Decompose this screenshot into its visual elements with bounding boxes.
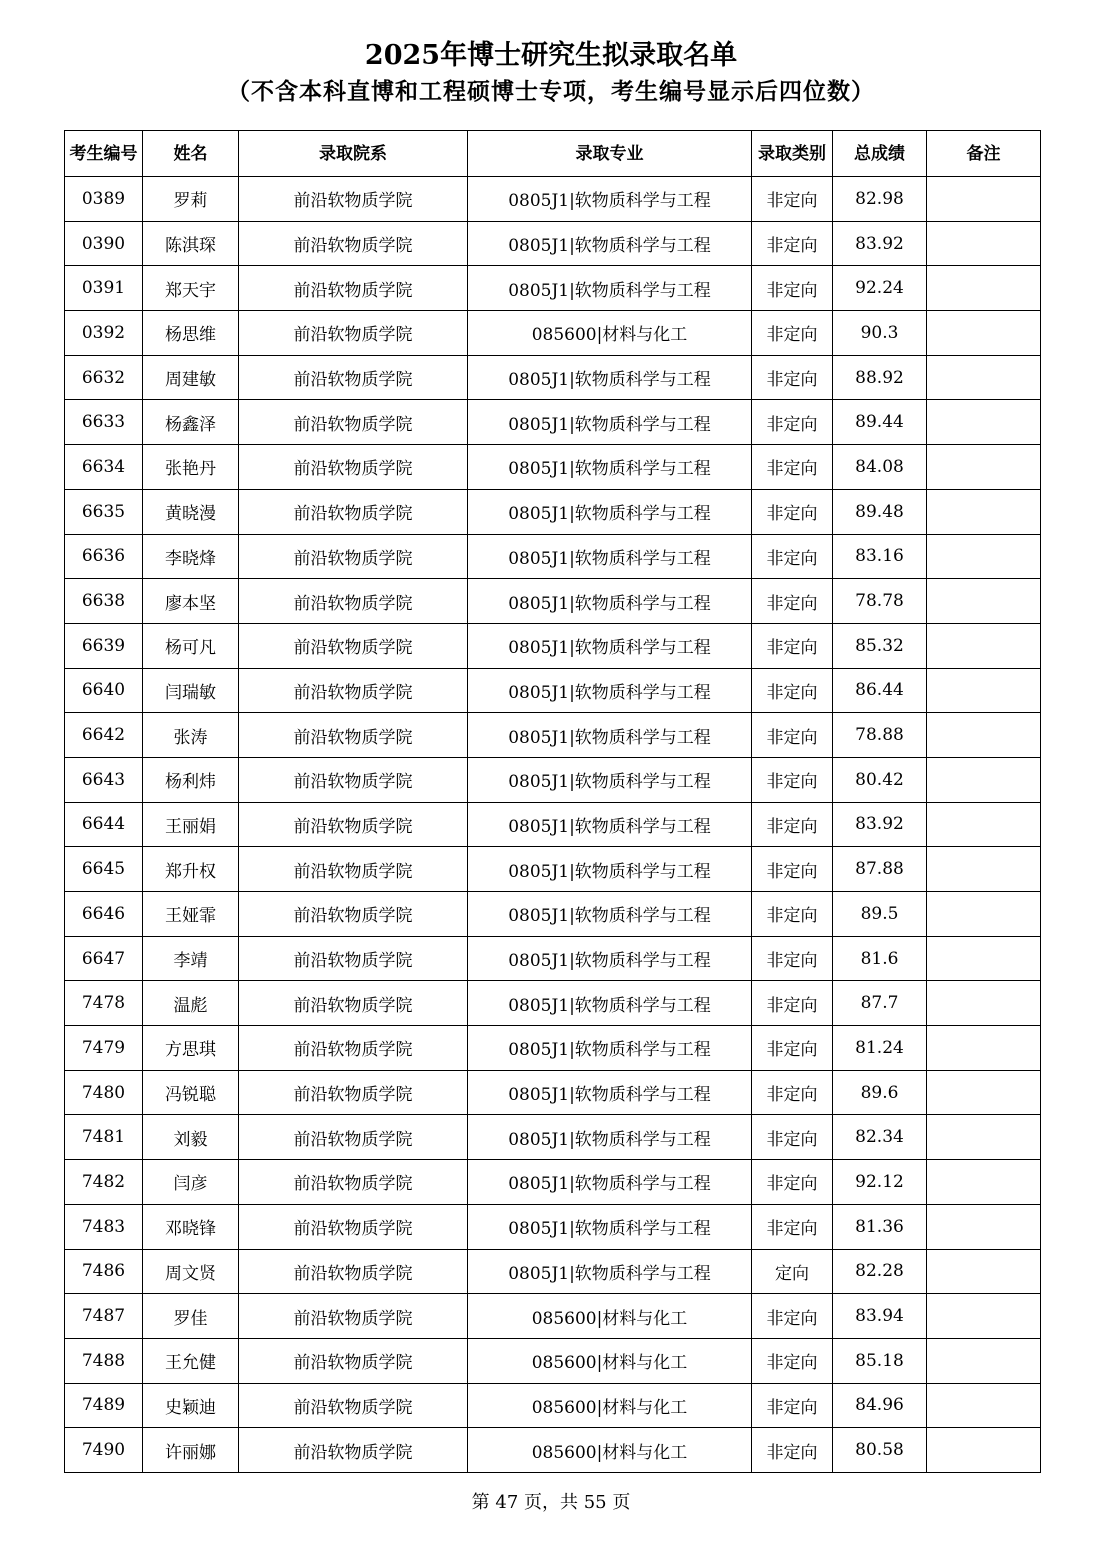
table-row bbox=[65, 445, 1041, 490]
col-header-department: 录取院系 bbox=[239, 131, 468, 177]
major-cell: 0805J1|软物质科学与工程 bbox=[468, 668, 752, 713]
department-cell: 前沿软物质学院 bbox=[239, 713, 468, 758]
remarks-cell bbox=[927, 1204, 1041, 1249]
page-subtitle: （不含本科直博和工程硕博士专项，考生编号显示后四位数） bbox=[227, 79, 875, 105]
category-cell: 非定向 bbox=[752, 757, 833, 802]
remarks-cell bbox=[927, 892, 1041, 937]
table-row bbox=[65, 489, 1041, 534]
table-row bbox=[65, 981, 1041, 1026]
major-cell: 0805J1|软物质科学与工程 bbox=[468, 802, 752, 847]
remarks-cell bbox=[927, 713, 1041, 758]
col-header-name: 姓名 bbox=[143, 131, 239, 177]
department-cell: 前沿软物质学院 bbox=[239, 936, 468, 981]
department-cell: 前沿软物质学院 bbox=[239, 311, 468, 356]
total-score-cell: 92.24 bbox=[833, 266, 927, 311]
major-cell: 0805J1|软物质科学与工程 bbox=[468, 489, 752, 534]
candidate-id-cell: 6636 bbox=[65, 534, 143, 579]
total-score-cell: 83.92 bbox=[833, 802, 927, 847]
name-cell: 刘毅 bbox=[143, 1115, 239, 1160]
name-cell: 郑升权 bbox=[143, 847, 239, 892]
total-score-cell: 78.78 bbox=[833, 579, 927, 624]
col-header-remarks: 备注 bbox=[927, 131, 1041, 177]
category-cell: 非定向 bbox=[752, 534, 833, 579]
name-cell: 邓晓锋 bbox=[143, 1204, 239, 1249]
remarks-cell bbox=[927, 757, 1041, 802]
department-cell: 前沿软物质学院 bbox=[239, 266, 468, 311]
name-cell: 周建敏 bbox=[143, 355, 239, 400]
remarks-cell bbox=[927, 1428, 1041, 1473]
name-cell: 罗莉 bbox=[143, 177, 239, 222]
table-body bbox=[65, 177, 1041, 1473]
total-score-cell: 83.94 bbox=[833, 1294, 927, 1339]
name-cell: 杨利炜 bbox=[143, 757, 239, 802]
category-cell: 非定向 bbox=[752, 311, 833, 356]
major-cell: 0805J1|软物质科学与工程 bbox=[468, 623, 752, 668]
category-cell: 非定向 bbox=[752, 1115, 833, 1160]
candidate-id-cell: 6639 bbox=[65, 623, 143, 668]
remarks-cell bbox=[927, 1026, 1041, 1071]
department-cell: 前沿软物质学院 bbox=[239, 1160, 468, 1205]
total-score-cell: 89.6 bbox=[833, 1070, 927, 1115]
category-cell: 非定向 bbox=[752, 936, 833, 981]
remarks-cell bbox=[927, 1070, 1041, 1115]
name-cell: 史颖迪 bbox=[143, 1383, 239, 1428]
total-score-cell: 82.28 bbox=[833, 1249, 927, 1294]
col-header-major: 录取专业 bbox=[468, 131, 752, 177]
remarks-cell bbox=[927, 489, 1041, 534]
col-header-candidate-id: 考生编号 bbox=[65, 131, 143, 177]
category-cell: 非定向 bbox=[752, 177, 833, 222]
major-cell: 0805J1|软物质科学与工程 bbox=[468, 757, 752, 802]
department-cell: 前沿软物质学院 bbox=[239, 534, 468, 579]
candidate-id-cell: 7483 bbox=[65, 1204, 143, 1249]
name-cell: 杨思维 bbox=[143, 311, 239, 356]
department-cell: 前沿软物质学院 bbox=[239, 400, 468, 445]
category-cell: 非定向 bbox=[752, 221, 833, 266]
table-row bbox=[65, 311, 1041, 356]
candidate-id-cell: 0389 bbox=[65, 177, 143, 222]
department-cell: 前沿软物质学院 bbox=[239, 1383, 468, 1428]
candidate-id-cell: 6643 bbox=[65, 757, 143, 802]
table-row bbox=[65, 892, 1041, 937]
total-score-cell: 80.42 bbox=[833, 757, 927, 802]
category-cell: 非定向 bbox=[752, 1070, 833, 1115]
department-cell: 前沿软物质学院 bbox=[239, 1428, 468, 1473]
major-cell: 0805J1|软物质科学与工程 bbox=[468, 936, 752, 981]
major-cell: 0805J1|软物质科学与工程 bbox=[468, 534, 752, 579]
candidate-id-cell: 0392 bbox=[65, 311, 143, 356]
candidate-id-cell: 6632 bbox=[65, 355, 143, 400]
category-cell: 非定向 bbox=[752, 1160, 833, 1205]
major-cell: 0805J1|软物质科学与工程 bbox=[468, 1160, 752, 1205]
col-header-total-score: 总成绩 bbox=[833, 131, 927, 177]
department-cell: 前沿软物质学院 bbox=[239, 177, 468, 222]
table-row bbox=[65, 1338, 1041, 1383]
department-cell: 前沿软物质学院 bbox=[239, 847, 468, 892]
total-score-cell: 80.58 bbox=[833, 1428, 927, 1473]
name-cell: 王娅霏 bbox=[143, 892, 239, 937]
name-cell: 张涛 bbox=[143, 713, 239, 758]
candidate-id-cell: 6645 bbox=[65, 847, 143, 892]
department-cell: 前沿软物质学院 bbox=[239, 489, 468, 534]
category-cell: 非定向 bbox=[752, 1338, 833, 1383]
category-cell: 定向 bbox=[752, 1249, 833, 1294]
department-cell: 前沿软物质学院 bbox=[239, 668, 468, 713]
table-row bbox=[65, 1428, 1041, 1473]
total-score-cell: 89.44 bbox=[833, 400, 927, 445]
candidate-id-cell: 0390 bbox=[65, 221, 143, 266]
major-cell: 0805J1|软物质科学与工程 bbox=[468, 177, 752, 222]
candidate-id-cell: 7487 bbox=[65, 1294, 143, 1339]
candidate-id-cell: 6646 bbox=[65, 892, 143, 937]
table-row bbox=[65, 266, 1041, 311]
category-cell: 非定向 bbox=[752, 355, 833, 400]
table-row bbox=[65, 579, 1041, 624]
table-row bbox=[65, 757, 1041, 802]
major-cell: 0805J1|软物质科学与工程 bbox=[468, 847, 752, 892]
category-cell: 非定向 bbox=[752, 489, 833, 534]
name-cell: 郑天宇 bbox=[143, 266, 239, 311]
candidate-id-cell: 6635 bbox=[65, 489, 143, 534]
department-cell: 前沿软物质学院 bbox=[239, 1249, 468, 1294]
category-cell: 非定向 bbox=[752, 892, 833, 937]
department-cell: 前沿软物质学院 bbox=[239, 1115, 468, 1160]
major-cell: 0805J1|软物质科学与工程 bbox=[468, 400, 752, 445]
remarks-cell bbox=[927, 1160, 1041, 1205]
table-row bbox=[65, 1204, 1041, 1249]
total-score-cell: 83.92 bbox=[833, 221, 927, 266]
major-cell: 0805J1|软物质科学与工程 bbox=[468, 1070, 752, 1115]
category-cell: 非定向 bbox=[752, 400, 833, 445]
total-score-cell: 82.34 bbox=[833, 1115, 927, 1160]
total-score-cell: 81.24 bbox=[833, 1026, 927, 1071]
name-cell: 李晓烽 bbox=[143, 534, 239, 579]
major-cell: 0805J1|软物质科学与工程 bbox=[468, 981, 752, 1026]
department-cell: 前沿软物质学院 bbox=[239, 981, 468, 1026]
name-cell: 廖本坚 bbox=[143, 579, 239, 624]
name-cell: 王允健 bbox=[143, 1338, 239, 1383]
page-title: 2025年博士研究生拟录取名单 bbox=[364, 40, 738, 71]
remarks-cell bbox=[927, 266, 1041, 311]
major-cell: 085600|材料与化工 bbox=[468, 1383, 752, 1428]
table-row bbox=[65, 1115, 1041, 1160]
admission-table bbox=[64, 130, 1041, 1473]
category-cell: 非定向 bbox=[752, 981, 833, 1026]
category-cell: 非定向 bbox=[752, 445, 833, 490]
name-cell: 冯锐聪 bbox=[143, 1070, 239, 1115]
candidate-id-cell: 7479 bbox=[65, 1026, 143, 1071]
table-header-row bbox=[65, 131, 1041, 177]
name-cell: 温彪 bbox=[143, 981, 239, 1026]
category-cell: 非定向 bbox=[752, 1428, 833, 1473]
remarks-cell bbox=[927, 668, 1041, 713]
major-cell: 0805J1|软物质科学与工程 bbox=[468, 445, 752, 490]
total-score-cell: 81.36 bbox=[833, 1204, 927, 1249]
remarks-cell bbox=[927, 177, 1041, 222]
name-cell: 闫彦 bbox=[143, 1160, 239, 1205]
candidate-id-cell: 7490 bbox=[65, 1428, 143, 1473]
department-cell: 前沿软物质学院 bbox=[239, 1026, 468, 1071]
department-cell: 前沿软物质学院 bbox=[239, 892, 468, 937]
table-row bbox=[65, 534, 1041, 579]
major-cell: 0805J1|软物质科学与工程 bbox=[468, 1204, 752, 1249]
total-score-cell: 85.18 bbox=[833, 1338, 927, 1383]
department-cell: 前沿软物质学院 bbox=[239, 1338, 468, 1383]
category-cell: 非定向 bbox=[752, 1026, 833, 1071]
table-row bbox=[65, 1070, 1041, 1115]
candidate-id-cell: 7489 bbox=[65, 1383, 143, 1428]
table-row bbox=[65, 1383, 1041, 1428]
major-cell: 0805J1|软物质科学与工程 bbox=[468, 892, 752, 937]
candidate-id-cell: 7481 bbox=[65, 1115, 143, 1160]
category-cell: 非定向 bbox=[752, 266, 833, 311]
remarks-cell bbox=[927, 445, 1041, 490]
remarks-cell bbox=[927, 355, 1041, 400]
total-score-cell: 86.44 bbox=[833, 668, 927, 713]
name-cell: 李靖 bbox=[143, 936, 239, 981]
table-row bbox=[65, 936, 1041, 981]
table-row bbox=[65, 1294, 1041, 1339]
table-row bbox=[65, 623, 1041, 668]
remarks-cell bbox=[927, 400, 1041, 445]
candidate-id-cell: 7482 bbox=[65, 1160, 143, 1205]
table-row bbox=[65, 1249, 1041, 1294]
major-cell: 085600|材料与化工 bbox=[468, 311, 752, 356]
major-cell: 085600|材料与化工 bbox=[468, 1338, 752, 1383]
department-cell: 前沿软物质学院 bbox=[239, 445, 468, 490]
category-cell: 非定向 bbox=[752, 623, 833, 668]
table-row bbox=[65, 713, 1041, 758]
major-cell: 0805J1|软物质科学与工程 bbox=[468, 1249, 752, 1294]
remarks-cell bbox=[927, 623, 1041, 668]
remarks-cell bbox=[927, 1249, 1041, 1294]
remarks-cell bbox=[927, 1338, 1041, 1383]
candidate-id-cell: 7486 bbox=[65, 1249, 143, 1294]
category-cell: 非定向 bbox=[752, 1383, 833, 1428]
table-row bbox=[65, 1026, 1041, 1071]
candidate-id-cell: 6633 bbox=[65, 400, 143, 445]
category-cell: 非定向 bbox=[752, 1204, 833, 1249]
candidate-id-cell: 7488 bbox=[65, 1338, 143, 1383]
major-cell: 0805J1|软物质科学与工程 bbox=[468, 355, 752, 400]
total-score-cell: 89.48 bbox=[833, 489, 927, 534]
total-score-cell: 85.32 bbox=[833, 623, 927, 668]
candidate-id-cell: 6638 bbox=[65, 579, 143, 624]
category-cell: 非定向 bbox=[752, 847, 833, 892]
department-cell: 前沿软物质学院 bbox=[239, 579, 468, 624]
department-cell: 前沿软物质学院 bbox=[239, 1294, 468, 1339]
table-row bbox=[65, 847, 1041, 892]
table-row bbox=[65, 668, 1041, 713]
department-cell: 前沿软物质学院 bbox=[239, 802, 468, 847]
major-cell: 0805J1|软物质科学与工程 bbox=[468, 1115, 752, 1160]
name-cell: 张艳丹 bbox=[143, 445, 239, 490]
category-cell: 非定向 bbox=[752, 668, 833, 713]
major-cell: 0805J1|软物质科学与工程 bbox=[468, 1026, 752, 1071]
category-cell: 非定向 bbox=[752, 1294, 833, 1339]
table-row bbox=[65, 177, 1041, 222]
table-row bbox=[65, 355, 1041, 400]
department-cell: 前沿软物质学院 bbox=[239, 221, 468, 266]
major-cell: 0805J1|软物质科学与工程 bbox=[468, 713, 752, 758]
candidate-id-cell: 6644 bbox=[65, 802, 143, 847]
remarks-cell bbox=[927, 847, 1041, 892]
major-cell: 085600|材料与化工 bbox=[468, 1428, 752, 1473]
total-score-cell: 81.6 bbox=[833, 936, 927, 981]
remarks-cell bbox=[927, 981, 1041, 1026]
name-cell: 许丽娜 bbox=[143, 1428, 239, 1473]
remarks-cell bbox=[927, 311, 1041, 356]
total-score-cell: 84.96 bbox=[833, 1383, 927, 1428]
name-cell: 王丽娟 bbox=[143, 802, 239, 847]
department-cell: 前沿软物质学院 bbox=[239, 757, 468, 802]
page-footer: 第 47 页，共 55 页 bbox=[471, 1492, 631, 1513]
candidate-id-cell: 6640 bbox=[65, 668, 143, 713]
category-cell: 非定向 bbox=[752, 713, 833, 758]
total-score-cell: 87.88 bbox=[833, 847, 927, 892]
total-score-cell: 78.88 bbox=[833, 713, 927, 758]
candidate-id-cell: 7478 bbox=[65, 981, 143, 1026]
department-cell: 前沿软物质学院 bbox=[239, 623, 468, 668]
name-cell: 闫瑞敏 bbox=[143, 668, 239, 713]
remarks-cell bbox=[927, 221, 1041, 266]
candidate-id-cell: 6647 bbox=[65, 936, 143, 981]
total-score-cell: 88.92 bbox=[833, 355, 927, 400]
remarks-cell bbox=[927, 1294, 1041, 1339]
total-score-cell: 89.5 bbox=[833, 892, 927, 937]
total-score-cell: 87.7 bbox=[833, 981, 927, 1026]
category-cell: 非定向 bbox=[752, 579, 833, 624]
major-cell: 0805J1|软物质科学与工程 bbox=[468, 266, 752, 311]
major-cell: 0805J1|软物质科学与工程 bbox=[468, 579, 752, 624]
remarks-cell bbox=[927, 1383, 1041, 1428]
name-cell: 方思琪 bbox=[143, 1026, 239, 1071]
remarks-cell bbox=[927, 802, 1041, 847]
candidate-id-cell: 6634 bbox=[65, 445, 143, 490]
total-score-cell: 83.16 bbox=[833, 534, 927, 579]
total-score-cell: 84.08 bbox=[833, 445, 927, 490]
candidate-id-cell: 6642 bbox=[65, 713, 143, 758]
name-cell: 罗佳 bbox=[143, 1294, 239, 1339]
col-header-category: 录取类别 bbox=[752, 131, 833, 177]
major-cell: 0805J1|软物质科学与工程 bbox=[468, 221, 752, 266]
total-score-cell: 92.12 bbox=[833, 1160, 927, 1205]
table-row bbox=[65, 1160, 1041, 1205]
major-cell: 085600|材料与化工 bbox=[468, 1294, 752, 1339]
name-cell: 周文贤 bbox=[143, 1249, 239, 1294]
department-cell: 前沿软物质学院 bbox=[239, 355, 468, 400]
table-row bbox=[65, 802, 1041, 847]
name-cell: 陈淇琛 bbox=[143, 221, 239, 266]
remarks-cell bbox=[927, 534, 1041, 579]
category-cell: 非定向 bbox=[752, 802, 833, 847]
remarks-cell bbox=[927, 936, 1041, 981]
table-row bbox=[65, 221, 1041, 266]
total-score-cell: 82.98 bbox=[833, 177, 927, 222]
candidate-id-cell: 7480 bbox=[65, 1070, 143, 1115]
table-row bbox=[65, 400, 1041, 445]
remarks-cell bbox=[927, 1115, 1041, 1160]
name-cell: 黄晓漫 bbox=[143, 489, 239, 534]
name-cell: 杨可凡 bbox=[143, 623, 239, 668]
department-cell: 前沿软物质学院 bbox=[239, 1070, 468, 1115]
total-score-cell: 90.3 bbox=[833, 311, 927, 356]
name-cell: 杨鑫泽 bbox=[143, 400, 239, 445]
remarks-cell bbox=[927, 579, 1041, 624]
candidate-id-cell: 0391 bbox=[65, 266, 143, 311]
department-cell: 前沿软物质学院 bbox=[239, 1204, 468, 1249]
